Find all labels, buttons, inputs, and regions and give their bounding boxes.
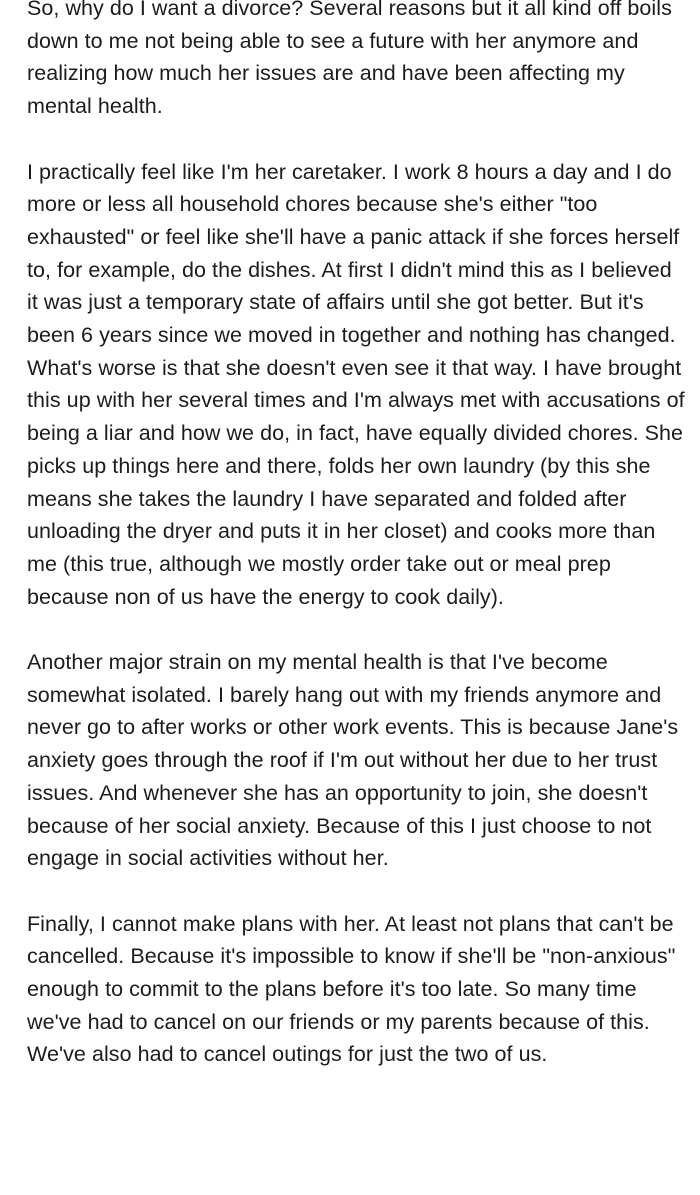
post-body	[27, 0, 687, 1071]
paragraph-why-divorce: So, why do I want a divorce? Several reasons but it all kind off boils down to me not being able to see a future with her anymore and realizing how much her issues are and have been affecting my mental health.	[27, 0, 672, 119]
paragraph-isolation: Another major strain on my mental health is that I've become somewhat isolated. I barely hang out with my friends anymore and never go to after works or other work events. This is because Jane's anxiety goes through the roof if I'm out without her due to her trust issues. And whenever she has an opportunity to join, she doesn't because of her social anxiety. Because of this I just choose to not engage in social activities without her.	[27, 650, 679, 871]
paragraph-plans: Finally, I cannot make plans with her. At least not plans that can't be cancelled. Because it's impossible to know if she'll be "non-anxious" enough to commit to the plans before it's too late. So many time we've had to cancel on our friends or my parents because of this. We've also had to cancel outings for just the two of us.	[27, 911, 676, 1067]
paragraph-caretaker: I practically feel like I'm her caretaker. I work 8 hours a day and I do more or less all household chores because she's either "too exhausted" or feel like she'll have a panic attack if she forces herself to, for example, do the dishes. At first I didn't mind this as I believed it was just a temporary state of affairs until she got better. But it's been 6 years since we moved in together and nothing has changed. What's worse is that she doesn't even see it that way. I have brought this up with her several times and I'm always met with accusations of being a liar and how we do, in fact, have equally divided chores. She picks up things here and there, folds her own laundry (by this she means she takes the laundry I have separated and folded after unloading the dryer and puts it in her closet) and cooks more than me (this true, although we mostly order take out or meal prep because non of us have the energy to cook daily).	[27, 159, 685, 609]
